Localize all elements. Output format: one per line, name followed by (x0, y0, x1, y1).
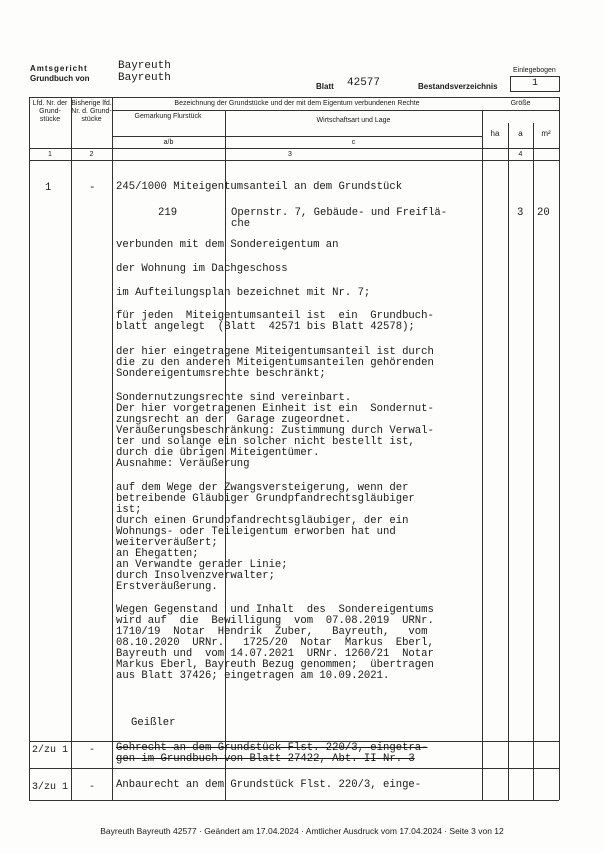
entry1-line1: 245/1000 Miteigentumsanteil an dem Grundstück (116, 181, 403, 193)
grundbuch-label: Grundbuch von (30, 74, 90, 83)
amtsgericht-value: Bayreuth (118, 60, 171, 72)
blatt-value: 42577 (347, 77, 381, 89)
entry1-p4b: blatt angelegt (Blatt 42571 bis Blatt 42578); (116, 321, 415, 333)
col-wirtschaftsart-header: Wirtschaftsart und Lage (316, 117, 391, 124)
col-gemarkung-header: Gemarkung Flurstück (134, 113, 202, 120)
entry1-a: 3 (517, 207, 524, 219)
entry1-bisherige: - (89, 182, 96, 194)
entry3-bisherige: - (89, 782, 96, 793)
entry1-flurstueck: 219 (158, 207, 178, 219)
entry1-p6e: ter und solange ein solcher nicht bestellt ist, (116, 436, 415, 448)
footer-text: Bayreuth Bayreuth 42577 · Geändert am 17.04.2024 · Amtlicher Ausdruck vom 17.04.2024 · Seite 3 von 12 (100, 826, 504, 836)
einlegebogen-label: Einlegebogen (513, 67, 556, 74)
col-num-4: 4 (518, 151, 523, 158)
entry1-p2: der Wohnung im Dachgeschoss (116, 263, 288, 275)
entry1-p8a: Wegen Gegenstand und Inhalt des Sondereigentums (116, 604, 434, 616)
entry1-p5b: die zu den anderen Miteigentumsanteilen gehörenden (116, 357, 434, 369)
entry1-p7h: an Verwandte gerader Linie; (116, 559, 288, 571)
entry1-p1: verbunden mit dem Sondereigentum an (116, 239, 339, 251)
entry1-signature: Geißler (131, 717, 176, 729)
col-wirtschaftsart-sub: c (351, 139, 356, 146)
entry2-line2: gen im Grundbuch von Blatt 27422, Abt. II Nr. 3 (116, 753, 415, 765)
entry1-p7g: an Ehegatten; (116, 548, 199, 560)
col-num-1: 1 (48, 151, 52, 158)
entry3-lfd: 3/zu 1 (32, 782, 69, 793)
col-num-2: 2 (89, 151, 94, 158)
entry1-m2: 20 (537, 207, 550, 219)
entry1-lage2: che (231, 218, 251, 230)
entry1-p7i: durch Insolvenzverwalter; (116, 570, 275, 582)
col-num-3: 3 (288, 151, 292, 158)
verzeichnis-label: Bestandsverzeichnis (418, 82, 498, 91)
entry1-p8g: aus Blatt 37426; eingetragen am 10.09.2021. (116, 670, 390, 682)
amtsgericht-label: Amtsgericht (30, 64, 88, 73)
entry2-line1: Gehrecht an dem Grundstück Flst. 220/3, eingetra- (116, 742, 428, 754)
entry1-p7j: Erstveräußerung. (116, 581, 218, 593)
col-m2-header: m² (541, 129, 551, 138)
col-a-header: a (518, 129, 523, 138)
entry1-lfd: 1 (45, 182, 52, 194)
entry1-p7f: weiterveräußert; (116, 537, 218, 549)
entry1-p6g: Ausnahme: Veräußerung (116, 458, 250, 470)
col-groesse-header: Größe (510, 100, 531, 107)
entry1-p8b: wird auf die Bewilligung vom 07.08.2019 URNr. (116, 615, 434, 627)
entry1-p4a: für jeden Miteigentumsanteil ist ein Grundbuch- (116, 310, 434, 322)
entry1-p8c: 1710/19 Notar Hendrik Zuber, Bayreuth, vom (116, 626, 428, 638)
entry1-p6f: durch die übrigen Miteigentümer. (116, 447, 320, 459)
entry1-p7b: betreibende Gläubiger Grundpfandrechtsgläubiger (116, 493, 415, 505)
blatt-label: Blatt (316, 82, 334, 91)
entry1-p6d: Veräußerungsbeschränkung: Zustimmung durch Verwal- (116, 425, 434, 437)
entry1-p7c: ist; (116, 504, 142, 516)
entry1-p6a: Sondernutzungsrechte sind vereinbart. (116, 392, 352, 404)
entry1-p8e: Bayreuth und vom 14.07.2021 URNr. 1260/21 Notar (116, 648, 434, 660)
entry2-lfd: 2/zu 1 (32, 745, 69, 756)
entry1-lage1: Opernstr. 7, Gebäude- und Freiflä- (231, 207, 448, 219)
grundbuch-value: Bayreuth (118, 72, 171, 84)
einlegebogen-value: 1 (510, 76, 560, 92)
col-lfd-header: Lfd. Nr. der Grund- stücke (32, 100, 68, 123)
col-ha-header: ha (490, 129, 500, 138)
col-gemarkung-sub: a/b (163, 139, 174, 146)
entry3-line1: Anbaurecht an dem Grundstück Flst. 220/3, einge- (116, 779, 422, 791)
col-bezeichnung-header: Bezeichnung der Grundstücke und der mit dem Eigentum verbundenen Rechte (174, 100, 420, 107)
col-bisherige-header: Bisherige lfd. Nr. d. Grund- stücke (71, 100, 112, 123)
entry1-p8d: 08.10.2020 URNr. 1725/20 Notar Markus Eberl, (116, 637, 434, 649)
entry1-p7d: durch einen Grundpfandrechtsgläubiger, der ein (116, 515, 409, 527)
entry1-p7e: Wohnungs- oder Teileigentum erworben hat und (116, 526, 396, 538)
entry1-p3: im Aufteilungsplan bezeichnet mit Nr. 7; (116, 287, 371, 299)
entry1-p7a: auf dem Wege der Zwangsversteigerung, wenn der (116, 482, 409, 494)
entry2-bisherige: - (89, 745, 96, 756)
entry1-p8f: Markus Eberl, Bayreuth Bezug genommen; übertragen (116, 659, 434, 671)
entry1-p6b: Der hier vorgetragenen Einheit ist ein Sondernut- (116, 403, 434, 415)
entry1-p6c: zungsrecht an der Garage zugeordnet. (116, 414, 352, 426)
entry1-p5c: Sondereigentumsrechte beschränkt; (116, 368, 326, 380)
entry1-p5a: der hier eingetragene Miteigentumsanteil ist durch (116, 346, 434, 358)
